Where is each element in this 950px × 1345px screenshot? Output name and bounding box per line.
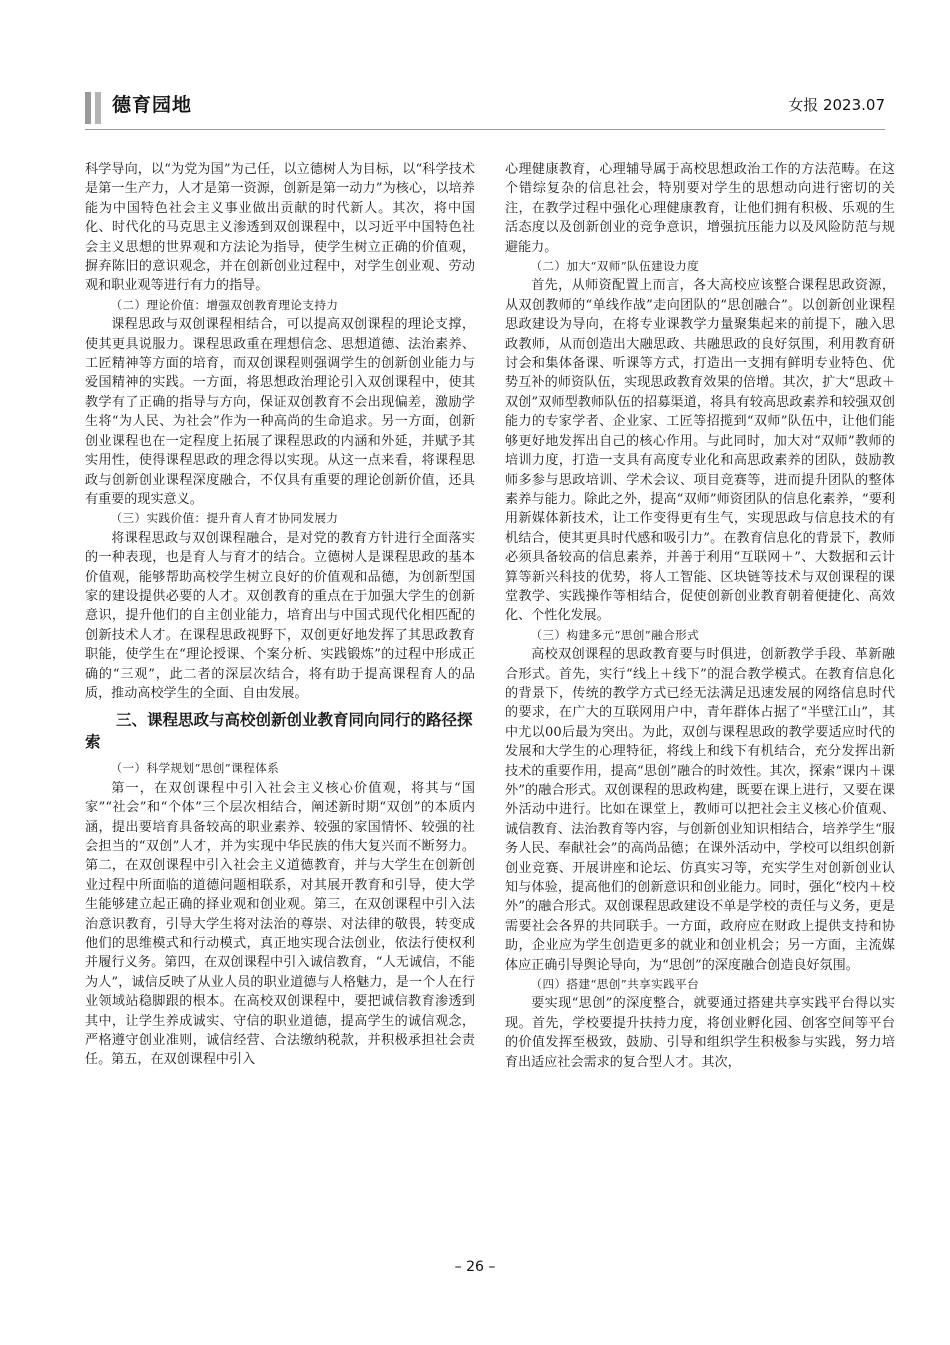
page-header [85, 82, 885, 132]
subheading: （三）实践价值：提升育人育才协同发展力 [110, 511, 339, 526]
header-bar-decoration [95, 92, 101, 124]
paragraph: 高校双创课程的思政教育要与时俱进，创新教学手段、革新融合形式。首先，实行“线上＋线下”的混合教学模式。在教育信息化的背景下，传统的教学方式已经无法满足迅速发展的网络信息时代的要求，在广大的互联网用户中，青年群体占据了“半壁江山”，其中尤以00后最为突出。为此，双创与课程思政的教学要适应时代的发展和大学生的心理特征，将线上和线下有机结合，充分发挥出新技术的重要作用，提高“思创”融合的时效性。其次，探索“课内＋课外”的融合形式。双创课程的思政构建，既要在课上进行，又要在课外活动中进行。比如在课堂上，教师可以把社会主义核心价值观、诚信教育、法治教育等内容，与创新创业知识相结合，培养学生“服务人民、奉献社会”的高尚品德；在课外活动中，学校可以组织创新创业竞赛、开展讲座和论坛、仿真实习等，充实学生对创新创业认知与体验，提高他们的创新意识和创业能力。同时，强化“校内＋校外”的融合形式。双创课程思政建设不单是学校的责任与义务，更是需要社会各界的共同联手。一方面，政府应在财政上提供支持和协助，企业应为学生创造更多的就业和创业机会；另一方面，主流媒体应正确引导舆论导向，为“思创”的深度融合创造良好氛围。 [505, 647, 895, 973]
page-number: – 26 – [454, 1259, 496, 1275]
section-title: 德育园地 [112, 94, 193, 116]
right-column [505, 160, 895, 1072]
left-column [85, 160, 475, 1070]
subheading: （一）科学规划“思创”课程体系 [110, 761, 280, 776]
paragraph: 第一，在双创课程中引入社会主义核心价值观，将其与“国家”“社会”和“个体”三个层次相结合，阐述新时期“双创”的本质内涵，提出要培育具备较高的职业素养、较强的家国情怀、较强的社会担当的“双创”人才，并为实现中华民族的伟大复兴而不断努力。第二，在双创课程中引入社会主义道德教育，并与大学生在创新创业过程中所面临的道德问题相联系，对其展开教育和引导，使大学生能够建立起正确的择业观和创业观。第三，在双创课程中引入法治意识教育，引导大学生将对法治的尊崇、对法律的敬畏，转变成他们的思维模式和行动模式，真正地实现合法创业，依法行使权利并履行义务。第四，在双创课程中引入诚信教育，“人无诚信，不能为人”，诚信反映了从业人员的职业道德与人格魅力，是一个人在行业领域站稳脚跟的根本。在高校双创课程中，要把诚信教育渗透到其中，让学生养成诚实、守信的职业道德，提高学生的诚信观念，严格遵守创业准则，诚信经营、合法缴纳税款，并积极承担社会责任。第五，在双创课程中引入 [85, 780, 475, 1068]
subheading: （四）搭建“思创”共享实践平台 [530, 977, 700, 992]
subheading: （三）构建多元“思创”融合形式 [530, 627, 700, 642]
issue-label: 女报 2023.07 [788, 96, 885, 114]
header-bar-decoration [85, 92, 91, 124]
header-divider [85, 129, 885, 130]
paragraph: 心理健康教育，心理辅导属于高校思想政治工作的方法范畴。在这个错综复杂的信息社会，特别要对学生的思想动向进行密切的关注，在教学过程中强化心理健康教育，让他们拥有积极、乐观的生活态度以及创新创业的竞争意识，增强抗压能力以及风险防范与规避能力。 [505, 162, 895, 255]
subheading: （二）加大“双师”队伍建设力度 [530, 259, 700, 274]
section-heading: 三、课程思政与高校创新创业教育同向同行的路径探索 [85, 711, 473, 752]
paragraph: 课程思政与双创课程相结合，可以提高双创课程的理论支撑，使其更具说服力。课程思政重在理想信念、思想道德、法治素养、工匠精神等方面的培育，而双创课程则强调学生的创新创业能力与爱国精神的实践。一方面，将思想政治理论引入双创课程中，使其教学有了正确的指导与方向，保证双创教育不会出现偏差，激励学生将“为人民、为社会”作为一种高尚的生命追求。另一方面，创新创业课程也在一定程度上拓展了课程思政的内涵和外延，并赋予其实用性，使得课程思政的理念得以实现。从这一点来看，将课程思政与创新创业课程深度融合，不仅具有重要的理论创新价值，还具有重要的现实意义。 [85, 317, 475, 507]
subheading: （二）理论价值：增强双创教育理论支持力 [110, 297, 339, 312]
paragraph: 将课程思政与双创课程融合，是对党的教育方针进行全面落实的一种表现，也是育人与育才的结合。立德树人是课程思政的基本价值观，能够帮助高校学生树立良好的价值观和品德，为创新型国家的建设提供必要的人才。双创教育的重点在于加强大学生的创新意识，提升他们的自主创业能力，培育出与中国式现代化相匹配的创新技术人才。在课程思政视野下，双创更好地发挥了其思政教育职能，使学生在“理论授课、个案分析、实践锻炼”的过程中形成正确的“三观”，此二者的深层次结合，将有助于提高课程育人的品质，推动高校学生的全面、自由发展。 [85, 530, 475, 701]
paragraph: 要实现“思创”的深度整合，就要通过搭建共享实践平台得以实现。首先，学校要提升扶持力度，将创业孵化园、创客空间等平台的价值发挥至极致，鼓励、引导和组织学生积极参与实践，努力培育出适应社会需求的复合型人才。其次， [505, 996, 895, 1070]
paragraph: 首先，从师资配置上而言，各大高校应该整合课程思政资源，从双创教师的“单线作战”走向团队的“思创融合”。以创新创业课程思政建设为导向，在将专业课教学力量聚集起来的前提下，融入思政教师，从而创造出大融思政、共融思政的良好氛围，利用教育研讨会和集体备课、听课等方式，打造出一支拥有鲜明专业特色、优势互补的师资队伍，实现思政教育效果的倍增。其次，扩大“思政＋双创”双师型教师队伍的招募渠道，将具有较高思政素养和较强双创能力的专家学者、企业家、工匠等招揽到“双师”队伍中，让他们能够更好地发挥出自己的核心作用。与此同时，加大对“双师”教师的培训力度，打造一支具有高度专业化和高思政素养的团队，鼓励教师多参与思政培训、学术会议、项目竞赛等，进而提升团队的整体素养与能力。除此之外，提高“双师”师资团队的信息化素养，“要利用新媒体新技术，让工作变得更有生气，实现思政与信息技术的有机结合，使其更具时代感和吸引力”。在教育信息化的背景下，教师必须具备较高的信息素养，并善于利用“互联网＋”、大数据和云计算等新兴科技的优势，将人工智能、区块链等技术与双创课程的课堂教学、实践操作等相结合，促使创新创业教育朝着便捷化、高效化、个性化发展。 [505, 278, 895, 624]
paragraph: 科学导向，以“为党为国”为己任，以立德树人为目标，以“科学技术是第一生产力，人才是第一资源，创新是第一动力”为核心，以培养能为中国特色社会主义事业做出贡献的时代新人。其次，将中国化、时代化的马克思主义渗透到双创课程中，以习近平中国特色社会主义思想的世界观和方法论为指导，使学生树立正确的价值观，摒弃陈旧的意识观念，并在创新创业过程中，对学生创业观、劳动观和职业观等进行有力的指导。 [85, 162, 475, 294]
